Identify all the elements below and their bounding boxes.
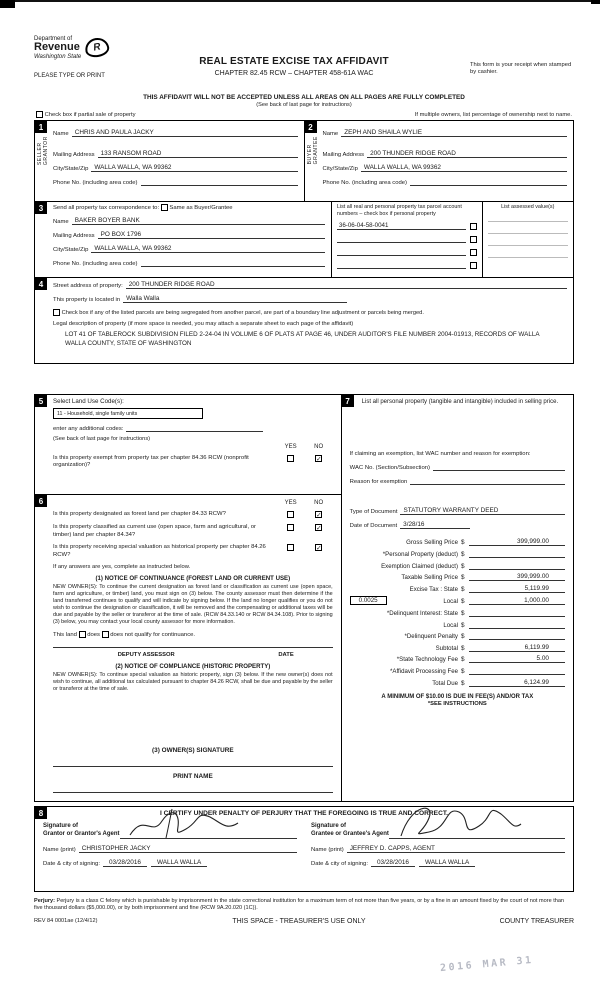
- forest-no-checkbox[interactable]: ✓: [316, 512, 322, 520]
- deputy-assessor-signature-line[interactable]: [53, 639, 333, 648]
- section-8-badge: 8: [35, 807, 47, 819]
- row-label: *State Technology Fee: [396, 656, 458, 664]
- segregated-checkbox[interactable]: [53, 309, 60, 316]
- assessed-values-header: List assessed value(s): [501, 204, 555, 211]
- buyer-phone-label: Phone No. (including area code): [322, 180, 407, 187]
- street-address-label: Street address of property:: [53, 283, 123, 290]
- grantee-date-label: Date & city of signing:: [311, 860, 368, 867]
- assessed-value-line[interactable]: [488, 222, 568, 234]
- county-treasurer-label: COUNTY TREASURER: [499, 917, 574, 925]
- middle-form-box: [34, 394, 574, 802]
- parcel-header: List all real and personal property tax parcel account numbers – check box if personal property: [336, 204, 462, 217]
- local-rate-box[interactable]: 0.0025: [350, 596, 387, 605]
- revenue-logo: [34, 36, 109, 60]
- exemption-note: If claiming an exemption, list WAC number and reason for exemption:: [349, 450, 531, 457]
- row-label: Exemption Claimed (deduct): [381, 562, 458, 570]
- assessed-values-column: [482, 202, 573, 277]
- delinquent-penalty-field[interactable]: [469, 632, 565, 640]
- grantee-name-label: Name (print): [311, 846, 344, 853]
- assessed-value-line[interactable]: [488, 234, 568, 246]
- historic-yes-checkbox[interactable]: [287, 544, 294, 551]
- row-label: Gross Selling Price: [406, 539, 458, 547]
- does-label: does: [87, 632, 100, 639]
- grantee-signature-field[interactable]: [389, 825, 565, 839]
- does-not-label: does not qualify for continuance.: [110, 632, 196, 639]
- see-instructions-note: *SEE INSTRUCTIONS: [427, 700, 487, 707]
- buyer-mailing-field[interactable]: 200 THUNDER RIDGE ROAD: [367, 150, 567, 158]
- see-back-note: (See back of last page for instructions): [256, 102, 352, 108]
- treasurer-space-label: THIS SPACE - TREASURER'S USE ONLY: [232, 917, 366, 925]
- corr-city-field[interactable]: WALLA WALLA, WA 99362: [91, 245, 325, 253]
- personal-property-intro: List all personal property (tangible and intangible) included in selling price.: [361, 399, 559, 406]
- if-yes-note: If any answers are yes, complete as instructed below.: [53, 563, 191, 570]
- street-address-field[interactable]: 200 THUNDER RIDGE ROAD: [126, 281, 567, 289]
- does-checkbox[interactable]: [79, 631, 86, 638]
- grantee-signature-block: [311, 823, 565, 867]
- perjury-label: Perjury:: [34, 898, 55, 905]
- doc-date-field[interactable]: 3/28/16: [400, 521, 470, 529]
- deputy-assessor-label: DEPUTY ASSESSOR: [117, 651, 175, 658]
- receipt-note: This form is your receipt when stamped by cashier.: [470, 62, 572, 76]
- form-subtitle: CHAPTER 82.45 RCW – CHAPTER 458-61A WAC: [214, 70, 374, 77]
- personal-property-deduct-field[interactable]: [469, 550, 565, 558]
- excise-tax-state-field[interactable]: 5,119.99: [469, 585, 565, 593]
- revenue-logo-icon: [84, 36, 111, 59]
- delinquent-interest-state-field[interactable]: [469, 609, 565, 617]
- dollar-sign: $: [460, 551, 465, 559]
- dollar-sign: $: [460, 667, 465, 675]
- parcel-number-3[interactable]: [337, 248, 466, 256]
- yes-header: YES: [284, 500, 297, 507]
- exemption-claimed-field[interactable]: [469, 562, 565, 570]
- assessed-value-line[interactable]: [488, 210, 568, 222]
- grantor-date-label: Date & city of signing:: [43, 860, 100, 867]
- grantor-city-field[interactable]: WALLA WALLA: [151, 859, 207, 867]
- same-as-buyer-label: Same as Buyer/Grantee: [169, 205, 233, 212]
- scan-artifact-topline: [0, 0, 600, 2]
- dollar-sign: $: [460, 585, 465, 593]
- dollar-sign: $: [460, 574, 465, 582]
- logo-letter: R: [92, 41, 102, 54]
- delinquent-interest-local-field[interactable]: [469, 621, 565, 629]
- please-type-note: PLEASE TYPE OR PRINT: [34, 73, 105, 79]
- exempt-question: Is this property exempt from property tax per chapter 84.36 RCW (nonprofit organization)?: [53, 455, 249, 469]
- section-6-continuance: [35, 495, 341, 801]
- row-label: *Affidavit Processing Fee: [390, 667, 458, 675]
- row-label: Taxable Selling Price: [401, 574, 458, 582]
- notice-continuance-title: (1) NOTICE OF CONTINUANCE (FOREST LAND OR CURRENT USE): [95, 574, 291, 582]
- seller-city-label: City/State/Zip: [53, 166, 89, 173]
- does-not-checkbox[interactable]: [102, 631, 109, 638]
- corr-city-label: City/State/Zip: [53, 247, 89, 254]
- row-label: Local: [443, 621, 458, 629]
- wac-label: WAC No. (Section/Subsection): [349, 464, 430, 471]
- notice-compliance-body: NEW OWNER(S): To continue special valuation as historic property, sign (3) below. If the new owner(s) does not wish to continue, all additional tax calculated pursuant to chapter 84.26 RCW, shall be due and payable by the seller or transferor at the time of sale.: [53, 671, 333, 692]
- row-label: Subtotal: [435, 644, 458, 652]
- seller-city-field[interactable]: WALLA WALLA, WA 99362: [91, 164, 297, 172]
- buyer-city-field[interactable]: WALLA WALLA, WA 99362: [361, 164, 567, 172]
- partial-sale-checkbox[interactable]: [36, 111, 43, 118]
- grantee-signature: [395, 802, 525, 842]
- buyer-city-label: City/State/Zip: [322, 166, 358, 173]
- land-use-code-select[interactable]: 11 - Household, single family units: [53, 408, 203, 419]
- dept-line1: Department of: [34, 36, 73, 42]
- corr-name-label: Name: [53, 219, 69, 226]
- grantee-city-field[interactable]: WALLA WALLA: [419, 859, 475, 867]
- buyer-name-field[interactable]: ZEPH AND SHAILA WYLIE: [341, 129, 567, 137]
- main-form-box: [34, 120, 574, 364]
- legal-description-text[interactable]: LOT 41 OF TABLEROCK SUBDIVISION FILED 2-24-04 IN VOLUME 6 OF PLATS AT PAGE 46, UNDER AUDITOR'S FILE NUMBER 2004-01913, RECORDS OF WALLA WALLA COUNTY, STATE OF WASHINGTON: [65, 331, 540, 347]
- grantor-signature: [126, 807, 246, 841]
- scan-artifact-corner: [0, 0, 15, 8]
- personal-property-checkbox-4[interactable]: [470, 262, 477, 269]
- doc-type-field[interactable]: STATUTORY WARRANTY DEED: [400, 507, 565, 515]
- row-label: *Delinquent Interest: State: [386, 609, 458, 617]
- state-technology-fee-field[interactable]: 5.00: [469, 655, 565, 663]
- dollar-sign: $: [460, 679, 465, 687]
- corr-mailing-label: Mailing Address: [53, 233, 95, 240]
- grantor-name-label: Name (print): [43, 846, 76, 853]
- seller-mailing-field[interactable]: 133 RANSOM ROAD: [98, 150, 298, 158]
- current-no-checkbox[interactable]: ✓: [316, 525, 322, 533]
- row-label: Excise Tax : State: [409, 585, 458, 593]
- dollar-sign: $: [460, 539, 465, 547]
- owner-signature-line[interactable]: [53, 754, 333, 767]
- buyer-mailing-label: Mailing Address: [322, 152, 365, 159]
- section-5-land-use: [35, 395, 341, 495]
- same-as-buyer-checkbox[interactable]: [161, 204, 168, 211]
- scan-artifact-corner-right: [591, 0, 600, 4]
- s5-see-back: (See back of last page for instructions): [53, 436, 151, 443]
- section-7-tax-computation: [342, 395, 573, 801]
- dollar-sign: $: [460, 562, 465, 570]
- section-2-buyer: [305, 121, 574, 201]
- yes-header: YES: [284, 444, 297, 451]
- notice-continuance-body: NEW OWNER(S): To continue the current designation as forest land or classification as current use (open space, farm and agriculture, or timber) land, you must sign on (3) below. The county assessor must then determine if the land transferred continues to qualify and will indicate by signing below. If the land no longer qualifies or you do not wish to continue the designation or classification, it will be removed and the compensating or additional taxes will be due and payable by the seller or transferor at the time of sale. (RCW 84.33.140 or RCW 84.34.108). Prior to signing (3) below, you may contact your local county assessor for more information.: [53, 583, 333, 626]
- section-7-badge: 7: [342, 395, 354, 407]
- form-revision-number: REV 84 0001ae (12/4/12): [34, 918, 98, 925]
- grantor-sig-label-1: Signature of: [43, 823, 79, 830]
- row-label: *Personal Property (deduct): [382, 551, 458, 559]
- dollar-sign: $: [460, 656, 465, 664]
- exempt-no-checkbox[interactable]: ✓: [316, 456, 322, 464]
- seller-name-field[interactable]: CHRIS AND PAULA JACKY: [72, 129, 298, 137]
- dollar-sign: $: [460, 633, 465, 641]
- corr-name-field[interactable]: BAKER BOYER BANK: [72, 217, 325, 225]
- date-label: DATE: [278, 651, 294, 658]
- notice-compliance-title: (2) NOTICE OF COMPLIANCE (HISTORIC PROPERTY): [115, 662, 271, 670]
- print-name-title: PRINT NAME: [172, 773, 213, 781]
- personal-property-checkbox-2[interactable]: [470, 236, 477, 243]
- tax-computation-table: [350, 535, 565, 687]
- grantor-signature-block: [43, 823, 297, 867]
- partial-sale-label: Check box if partial sale of property: [44, 112, 136, 119]
- section-1-seller: [35, 121, 305, 201]
- section-3-tax-correspondence: [35, 201, 573, 277]
- grantor-name-field[interactable]: CHRISTOPHER JACKY: [79, 845, 297, 853]
- corr-phone-label: Phone No. (including area code): [53, 261, 138, 268]
- seller-grantor-side-label: [37, 136, 49, 165]
- section-4-badge: 4: [35, 278, 47, 290]
- section-6-badge: 6: [35, 495, 47, 507]
- current-yes-checkbox[interactable]: [287, 524, 294, 531]
- dollar-sign: $: [460, 609, 465, 617]
- additional-codes-label: enter any additional codes:: [53, 426, 124, 433]
- legal-description-label: Legal description of property (if more space is needed, you may attach a separate sheet to each page of the affidavit): [53, 321, 354, 328]
- perjury-text: Perjury is a class C felony which is punishable by imprisonment in the state correctional institution for a maximum term of not more than five years, or by a fine in an amount fixed by the court of not more than five thousand dollars ($5,000.00), or by both imprisonment and fine (RCW 9A.20.020 (1C)).: [34, 898, 564, 912]
- side-label-seller: SELLER: [37, 142, 43, 166]
- located-in-label: This property is located in: [53, 297, 121, 304]
- seller-name-label: Name: [53, 131, 69, 138]
- side-label-grantee: GRANTEE: [312, 136, 319, 165]
- row-label: Local: [443, 598, 458, 606]
- seller-phone-field[interactable]: [141, 178, 298, 186]
- print-name-line[interactable]: [53, 780, 333, 793]
- dept-line3: Washington State: [34, 53, 82, 60]
- minimum-due-note: A MINIMUM OF $10.00 IS DUE IN FEE(S) AND/OR TAX: [381, 693, 534, 700]
- dollar-sign: $: [460, 598, 465, 606]
- parcel-number-4[interactable]: [337, 261, 466, 269]
- grantor-date-field[interactable]: 03/28/2016: [103, 859, 147, 867]
- side-label-buyer: BUYER: [306, 144, 313, 165]
- additional-codes-field[interactable]: [126, 424, 263, 432]
- wac-field[interactable]: [433, 463, 565, 471]
- grantee-sig-label-1: Signature of: [311, 823, 347, 830]
- no-header: NO: [314, 500, 324, 507]
- forest-yes-checkbox[interactable]: [287, 511, 294, 518]
- grantee-date-field[interactable]: 03/28/2016: [371, 859, 415, 867]
- historic-question: Is this property receiving special valuation as historical property per chapter 84.26 RCW?: [53, 544, 266, 558]
- form-header: [34, 36, 574, 94]
- grantee-name-field[interactable]: JEFFREY D. CAPPS, AGENT: [347, 845, 565, 853]
- affidavit-processing-fee-field[interactable]: [469, 667, 565, 675]
- assessed-value-line[interactable]: [488, 246, 568, 258]
- doc-type-label: Type of Document: [349, 508, 398, 515]
- grantor-signature-field[interactable]: [120, 825, 297, 839]
- total-due-field[interactable]: 6,124.99: [469, 679, 565, 687]
- owners-signature-title: (3) OWNER(S) SIGNATURE: [152, 747, 234, 755]
- section-5-badge: 5: [35, 395, 47, 407]
- section-3-badge: 3: [35, 202, 47, 214]
- parcel-number-1[interactable]: 36-06-04-58-0041: [337, 222, 466, 230]
- parcel-number-2[interactable]: [337, 235, 466, 243]
- located-in-field[interactable]: Walla Walla: [123, 295, 346, 303]
- land-use-title: Select Land Use Code(s):: [53, 398, 124, 406]
- grantor-sig-label-2: Grantor or Grantor's Agent: [43, 830, 120, 837]
- side-label-grantor: GRANTOR: [43, 136, 49, 166]
- certify-statement: I CERTIFY UNDER PENALTY OF PERJURY THAT THE FOREGOING IS TRUE AND CORRECT.: [160, 810, 448, 818]
- received-stamp: 2016 MAR 31: [439, 954, 535, 975]
- buyer-grantee-side-label: [307, 136, 319, 164]
- reason-label: Reason for exemption: [349, 478, 408, 485]
- affidavit-page: [34, 36, 574, 978]
- corr-mailing-field[interactable]: PO BOX 1796: [98, 231, 325, 239]
- current-use-question: Is this property classified as current use (open space, farm and agricultural, or timber) land per chapter 84.34?: [53, 524, 256, 538]
- grantee-sig-label-2: Grantee or Grantee's Agent: [311, 830, 389, 837]
- section-4-property: [35, 277, 573, 363]
- buyer-phone-field[interactable]: [410, 178, 567, 186]
- gross-selling-price-field[interactable]: 399,999.00: [469, 538, 565, 546]
- no-header: NO: [314, 444, 324, 451]
- dept-line2: Revenue: [34, 41, 80, 54]
- row-label: *Delinquent Penalty: [404, 633, 458, 641]
- form-title: REAL ESTATE EXCISE TAX AFFIDAVIT: [199, 56, 389, 67]
- row-label: Total Due: [432, 679, 458, 687]
- subtotal-field[interactable]: 6,119.99: [469, 644, 565, 652]
- reason-field[interactable]: [410, 477, 565, 485]
- excise-tax-local-field[interactable]: 1,000.00: [469, 597, 565, 605]
- this-land-label: This land: [53, 632, 77, 639]
- section-2-badge: 2: [305, 121, 317, 133]
- section-1-badge: 1: [35, 121, 47, 133]
- doc-date-label: Date of Document: [349, 522, 398, 529]
- seller-mailing-label: Mailing Address: [53, 152, 95, 159]
- personal-property-checkbox-1[interactable]: [470, 223, 477, 230]
- dollar-sign: $: [460, 621, 465, 629]
- partial-sale-row: [36, 111, 136, 118]
- buyer-name-label: Name: [322, 131, 339, 138]
- exempt-yes-checkbox[interactable]: [287, 455, 294, 462]
- send-correspondence-label: Send all property tax correspondence to:: [53, 205, 160, 212]
- parcel-numbers-column: [331, 202, 482, 277]
- dollar-sign: $: [460, 644, 465, 652]
- multiple-owners-note: If multiple owners, list percentage of ownership next to name.: [414, 111, 572, 118]
- warning-line: THIS AFFIDAVIT WILL NOT BE ACCEPTED UNLESS ALL AREAS ON ALL PAGES ARE FULLY COMPLETED: [143, 94, 465, 101]
- historic-no-checkbox[interactable]: ✓: [316, 545, 322, 553]
- personal-property-checkbox-3[interactable]: [470, 249, 477, 256]
- perjury-paragraph: [34, 898, 574, 913]
- section-8-signatures: [34, 806, 574, 892]
- taxable-selling-price-field[interactable]: 399,999.00: [469, 573, 565, 581]
- corr-phone-field[interactable]: [141, 259, 325, 267]
- segregated-label: Check box if any of the listed parcels are being segregated from another parcel, are part of a boundary line adjustment or parcels being merged.: [61, 310, 424, 317]
- forest-land-question: Is this property designated as forest land per chapter 84.33 RCW?: [53, 511, 226, 518]
- seller-phone-label: Phone No. (including area code): [53, 180, 138, 187]
